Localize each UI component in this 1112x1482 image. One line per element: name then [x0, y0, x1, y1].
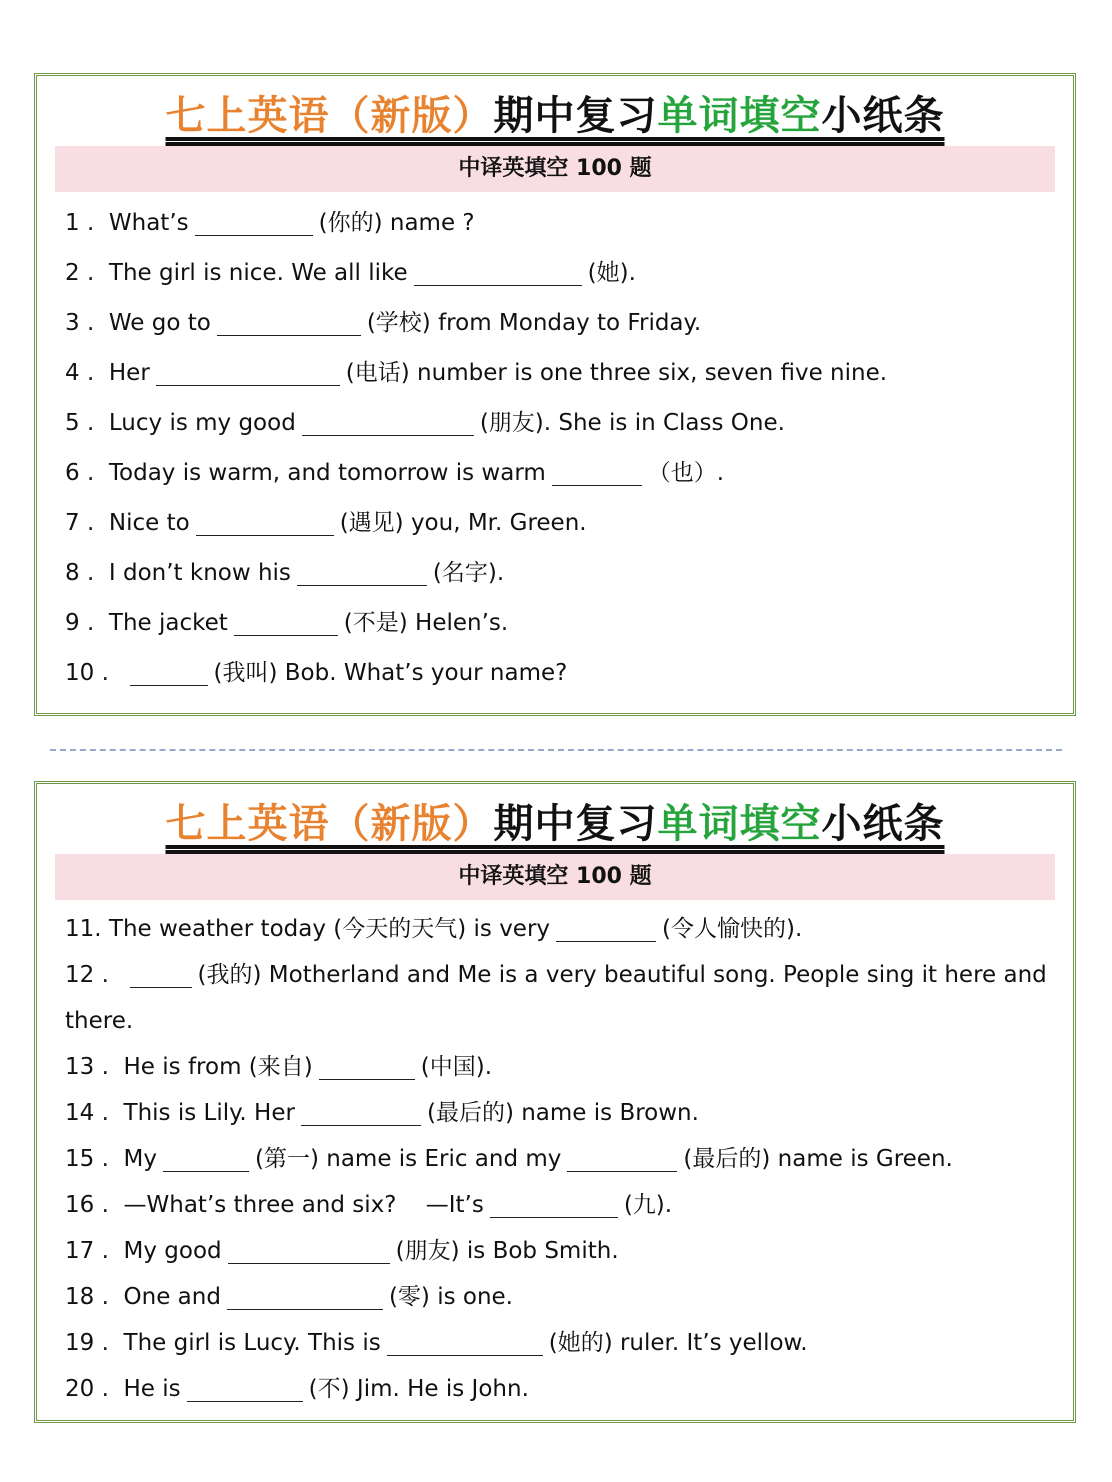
- question-text: (最后的) name is Brown.: [426, 1100, 699, 1126]
- title-part-black-end: 小纸条: [821, 93, 945, 139]
- question-number: 2 .: [65, 260, 95, 286]
- question-item: [65, 1366, 1073, 1412]
- question-text: (遇见) you, Mr. Green.: [339, 510, 587, 536]
- answer-blank[interactable]: [567, 1145, 677, 1172]
- title-part-green: 单词填空: [657, 801, 822, 847]
- worksheet-card-2: [34, 781, 1076, 1423]
- answer-blank[interactable]: [196, 509, 334, 536]
- question-text: We go to: [108, 310, 211, 336]
- question-number: 4 .: [65, 360, 95, 386]
- question-text: My good: [123, 1238, 222, 1264]
- question-number: 11.: [65, 916, 102, 942]
- question-item: [65, 648, 1073, 698]
- question-text: The jacket: [108, 610, 228, 636]
- question-item: [65, 1274, 1073, 1320]
- question-text: (第一) name is Eric and my: [254, 1146, 562, 1172]
- question-number: 9 .: [65, 610, 95, 636]
- title-part-black: 期中复习: [493, 93, 658, 139]
- answer-blank[interactable]: [130, 961, 192, 988]
- question-item: [65, 1320, 1073, 1366]
- question-number: 18 .: [65, 1284, 109, 1310]
- answer-blank[interactable]: [187, 1375, 303, 1402]
- question-number: 6 .: [65, 460, 95, 486]
- question-item: [65, 348, 1073, 398]
- question-number: 5 .: [65, 410, 95, 436]
- question-item: [65, 398, 1073, 448]
- question-number: 7 .: [65, 510, 95, 536]
- question-text: (九).: [623, 1192, 673, 1218]
- question-text: Today is warm, and tomorrow is warm: [108, 460, 546, 486]
- worksheet-title: [37, 76, 1073, 146]
- answer-blank[interactable]: [552, 459, 642, 486]
- question-item: [65, 598, 1073, 648]
- answer-blank[interactable]: [217, 309, 361, 336]
- question-text: (电话) number is one three six, seven five nine.: [345, 360, 888, 386]
- answer-blank[interactable]: [490, 1191, 618, 1218]
- answer-blank[interactable]: [387, 1329, 543, 1356]
- question-text: He is: [123, 1376, 181, 1402]
- title-part-orange: 七上英语（新版）: [165, 93, 494, 139]
- question-item: [65, 548, 1073, 598]
- answer-blank[interactable]: [228, 1237, 390, 1264]
- question-text: (她).: [587, 260, 636, 286]
- answer-blank[interactable]: [414, 259, 582, 286]
- question-text: (我叫) Bob. What’s your name?: [213, 660, 568, 686]
- question-text: (她的) ruler. It’s yellow.: [548, 1330, 808, 1356]
- subtitle-bar: 中译英填空 100 题: [55, 146, 1055, 192]
- answer-blank[interactable]: [302, 409, 474, 436]
- answer-blank[interactable]: [130, 659, 208, 686]
- question-text: Nice to: [108, 510, 190, 536]
- question-text: (学校) from Monday to Friday.: [366, 310, 702, 336]
- answer-blank[interactable]: [156, 359, 340, 386]
- question-number: 20 .: [65, 1376, 109, 1402]
- question-item: [65, 1182, 1073, 1228]
- question-item: [37, 952, 1073, 1044]
- question-number: 12 .: [65, 962, 109, 988]
- question-text: (不) Jim. He is John.: [308, 1376, 529, 1402]
- question-text: (不是) Helen’s.: [343, 610, 509, 636]
- question-number: 1 .: [65, 210, 95, 236]
- answer-blank[interactable]: [234, 609, 338, 636]
- question-text: The girl is Lucy. This is: [123, 1330, 381, 1356]
- question-text: Lucy is my good: [108, 410, 296, 436]
- question-text: (名字).: [432, 560, 505, 586]
- title-part-orange: 七上英语（新版）: [165, 801, 494, 847]
- question-item: [65, 1136, 1073, 1182]
- question-text: I don’t know his: [108, 560, 291, 586]
- question-number: 13 .: [65, 1054, 109, 1080]
- dashed-divider: [50, 749, 1062, 751]
- question-number: 8 .: [65, 560, 95, 586]
- question-number: 17 .: [65, 1238, 109, 1264]
- question-item: [65, 1228, 1073, 1274]
- question-item: [65, 248, 1073, 298]
- question-number: 19 .: [65, 1330, 109, 1356]
- question-item: [65, 498, 1073, 548]
- question-number: 14 .: [65, 1100, 109, 1126]
- answer-blank[interactable]: [297, 559, 427, 586]
- question-text: (朋友) is Bob Smith.: [395, 1238, 619, 1264]
- question-text: (中国).: [420, 1054, 493, 1080]
- question-item: [65, 1044, 1073, 1090]
- title-part-green: 单词填空: [657, 93, 822, 139]
- worksheet-title: [37, 784, 1073, 854]
- question-text: My: [123, 1146, 157, 1172]
- question-text: He is from (来自): [123, 1054, 313, 1080]
- question-item: [65, 298, 1073, 348]
- question-text: （也）.: [647, 460, 725, 486]
- title-part-black-end: 小纸条: [821, 801, 945, 847]
- question-item: [65, 1090, 1073, 1136]
- answer-blank[interactable]: [301, 1099, 421, 1126]
- question-text: (零) is one.: [388, 1284, 513, 1310]
- question-text: (令人愉快的).: [662, 916, 803, 942]
- answer-blank[interactable]: [195, 209, 313, 236]
- question-text: (你的) name ?: [318, 210, 475, 236]
- subtitle-bar: 中译英填空 100 题: [55, 854, 1055, 900]
- question-list: [37, 900, 1073, 1412]
- worksheet-card-1: [34, 73, 1076, 716]
- question-number: 16 .: [65, 1192, 109, 1218]
- question-text: (我的) Motherland and Me is a very beautiful song. People sing it here and there.: [65, 962, 1047, 1034]
- question-item: [65, 906, 1073, 952]
- question-text: The weather today (今天的天气) is very: [108, 916, 551, 942]
- question-number: 3 .: [65, 310, 95, 336]
- question-text: This is Lily. Her: [123, 1100, 295, 1126]
- question-text: One and: [123, 1284, 221, 1310]
- question-item: [65, 198, 1073, 248]
- question-list: [37, 192, 1073, 698]
- question-text: —What’s three and six? —It’s: [123, 1192, 484, 1218]
- question-text: What’s: [108, 210, 189, 236]
- answer-blank[interactable]: [556, 915, 656, 942]
- question-number: 10 .: [65, 660, 109, 686]
- question-text: (朋友). She is in Class One.: [479, 410, 785, 436]
- answer-blank[interactable]: [319, 1053, 415, 1080]
- question-number: 15 .: [65, 1146, 109, 1172]
- question-text: The girl is nice. We all like: [108, 260, 408, 286]
- question-item: [65, 448, 1073, 498]
- answer-blank[interactable]: [227, 1283, 383, 1310]
- answer-blank[interactable]: [163, 1145, 249, 1172]
- title-part-black: 期中复习: [493, 801, 658, 847]
- question-text: Her: [108, 360, 150, 386]
- question-text: (最后的) name is Green.: [683, 1146, 953, 1172]
